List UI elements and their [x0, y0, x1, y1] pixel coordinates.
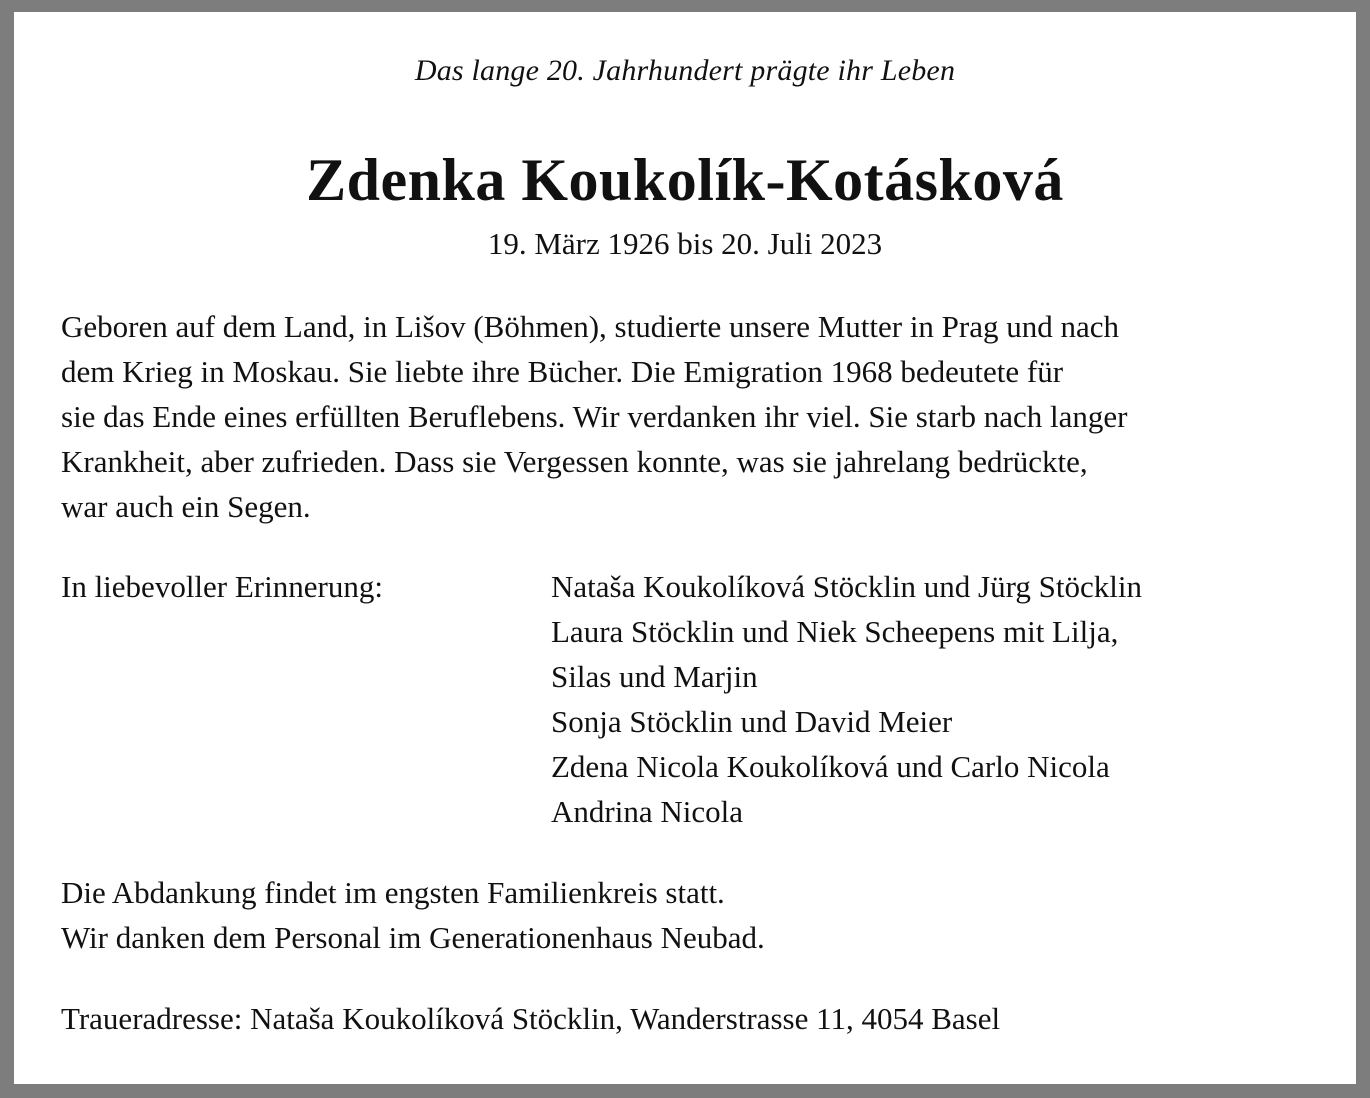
mourner-line: Laura Stöcklin und Niek Scheepens mit Lilja,	[551, 614, 1119, 649]
notice-line: Die Abdankung findet im engsten Familienkreis statt.	[61, 875, 725, 910]
mourner-line: Zdena Nicola Koukolíková und Carlo Nicola	[551, 749, 1110, 784]
mourner-line: Sonja Stöcklin und David Meier	[551, 704, 953, 739]
biography-line: war auch ein Segen.	[61, 489, 311, 524]
mourning-address: Traueradresse: Nataša Koukolíková Stöcklin, Wanderstrasse 11, 4054 Basel	[61, 1001, 1001, 1036]
biography-line: Krankheit, aber zufrieden. Dass sie Vergessen konnte, was sie jahrelang bedrückte,	[61, 444, 1088, 479]
biography-line: Geboren auf dem Land, in Lišov (Böhmen), studierte unsere Mutter in Prag und nach	[61, 309, 1120, 344]
notice-line: Wir danken dem Personal im Generationenhaus Neubad.	[61, 920, 765, 955]
deceased-name: Zdenka Koukolík-Kotásková	[306, 147, 1064, 213]
life-dates: 19. März 1926 bis 20. Juli 2023	[487, 226, 883, 261]
mourner-line: Silas und Marjin	[551, 659, 758, 694]
obituary-page	[14, 12, 1356, 1084]
funeral-notice	[61, 870, 765, 960]
mourner-line: Andrina Nicola	[551, 794, 743, 829]
biography-line: sie das Ende eines erfüllten Beruflebens. Wir verdanken ihr viel. Sie starb nach langer	[61, 399, 1128, 434]
memory-label: In liebevoller Erinnerung:	[61, 569, 383, 604]
motto: Das lange 20. Jahrhundert prägte ihr Leben	[414, 54, 956, 87]
mourners-list	[551, 564, 1142, 834]
biography	[61, 304, 1341, 529]
biography-line: dem Krieg in Moskau. Sie liebte ihre Bücher. Die Emigration 1968 bedeutete für	[61, 354, 1064, 389]
mourner-line: Nataša Koukolíková Stöcklin und Jürg Stöcklin	[551, 569, 1142, 604]
